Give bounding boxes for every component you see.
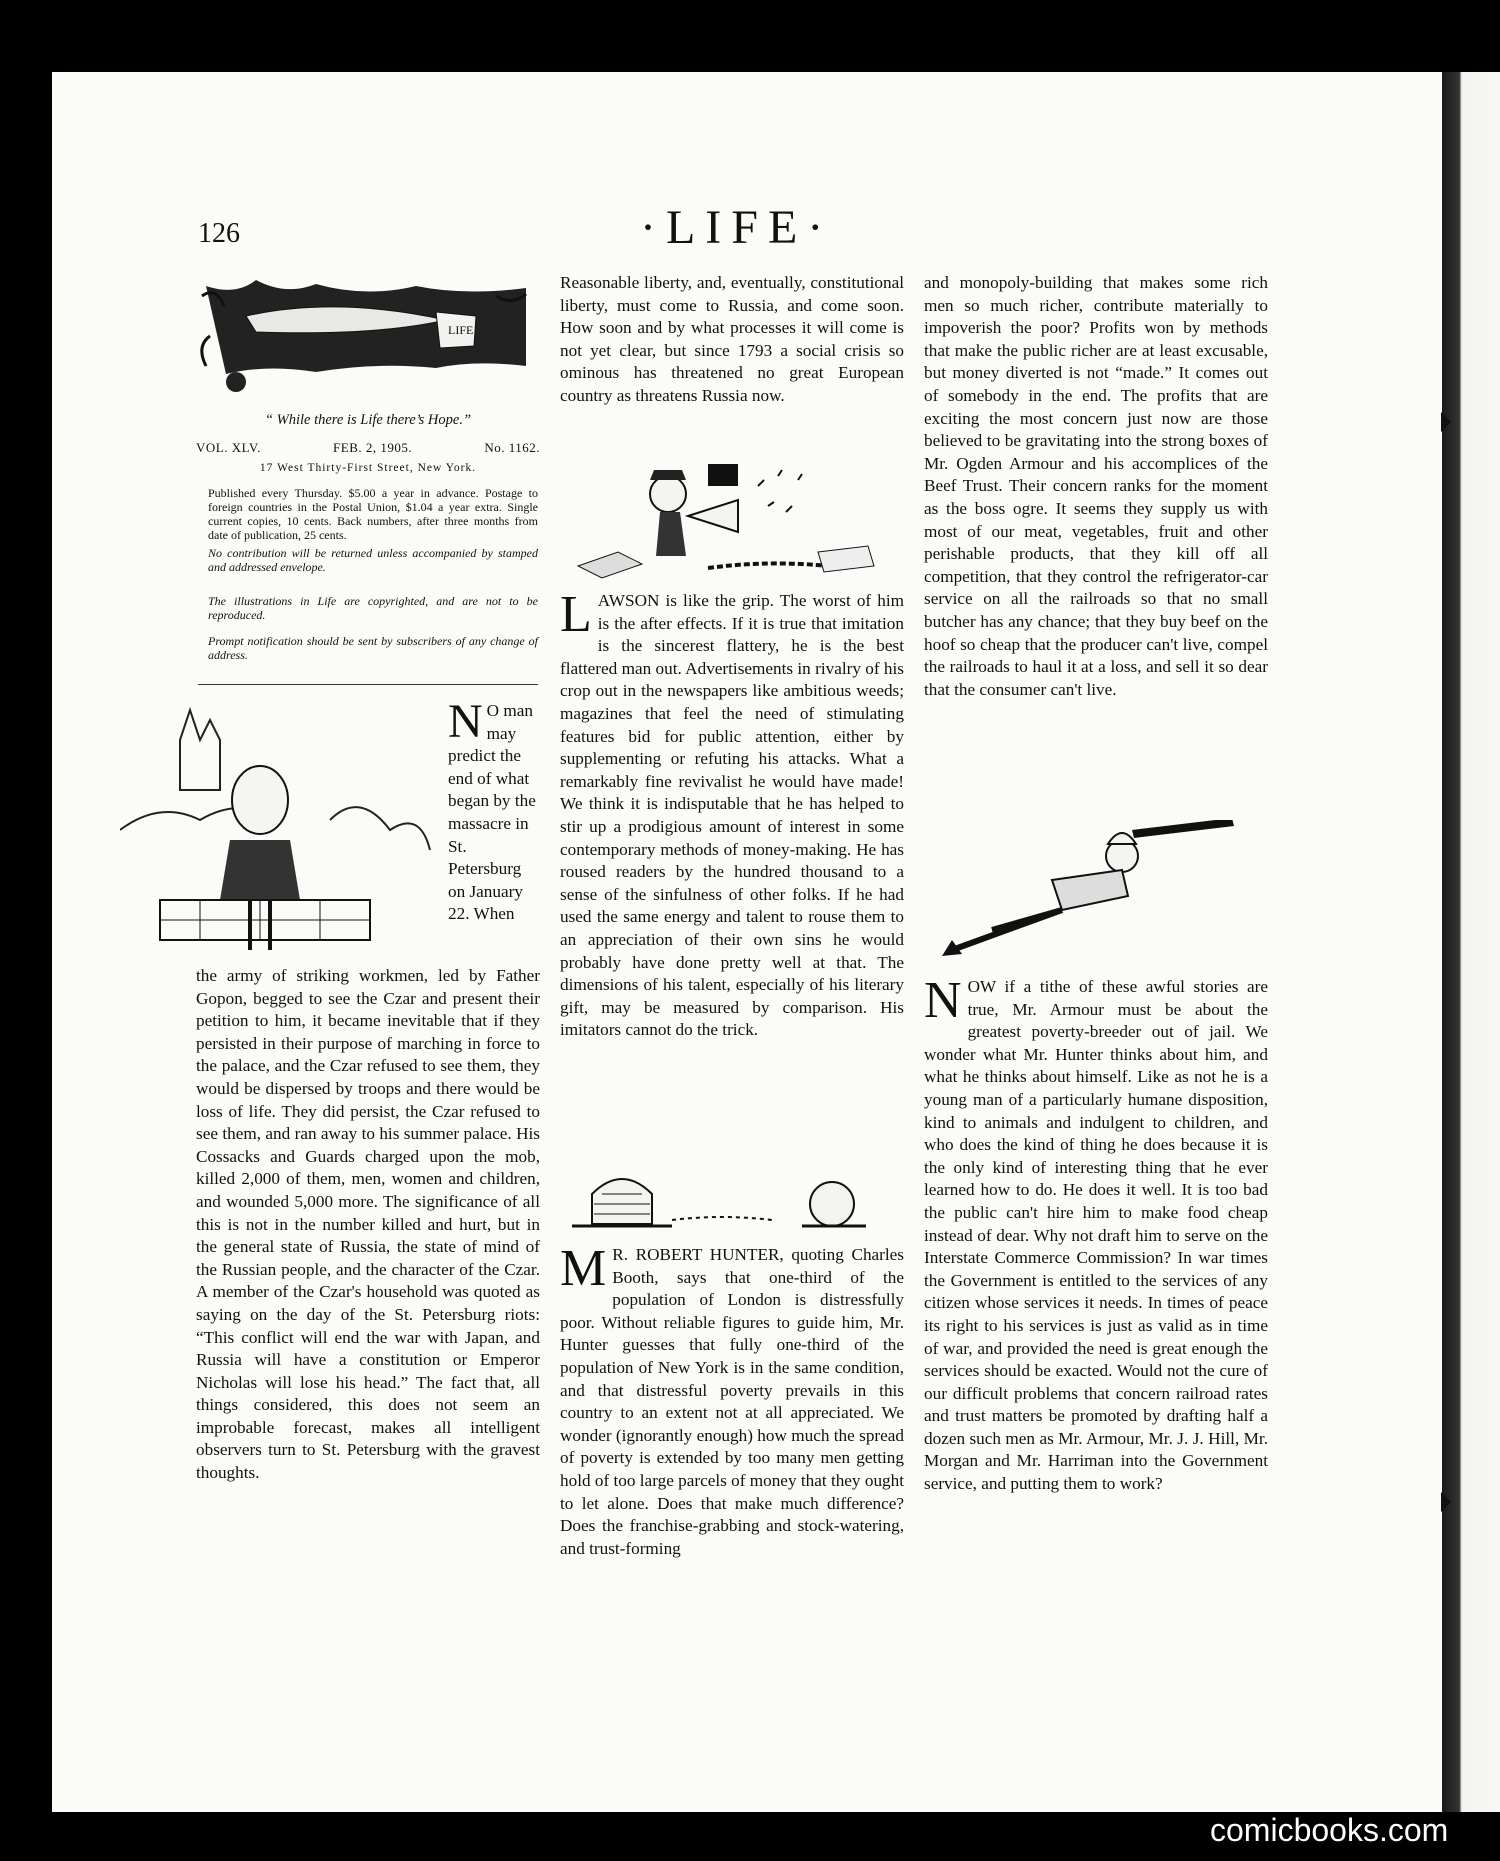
armour-article: N OW if a tithe of these awful stories are true, Mr. Armour must be about the greatest poverty-breeder out of jail. We wonder what Mr. Hunter thinks about him, and what he thinks about himself. Like as not he is a young man of a particularly humane disposition, kind to animals and indulgent to children, and who does the kind of thing he does because it is the only kind of interesting thing that he ever learned how to do. He does it well. It is too bad the public can't hire him to make food cheap instead of dear. Why not draft him to serve on the Interstate Commerce Commission? In war times the Government is entitled to the services of any citizen whose services it needs. In times of peace its right to his services is just as valid as in time of war, and provided the need is great enough the services should be exacted. Would not the cure of our difficult problems that concern railroad rates and trust matters be promoted by drafting half a dozen such men as Mr. Armour, Mr. J. J. Hill, Mr. Morgan and Mr. Harriman into the Government service, and putting them to work? bbox=[924, 972, 1268, 1494]
subscription-notice: Published every Thursday. $5.00 a year in advance. Postage to foreign countries in the Postal Union, $1.04 a year extra. Single current copies, 10 cents. Back numbers, after three months from date of publication, 25 cents. bbox=[208, 486, 538, 542]
copyright-notice: The illustrations in Life are copyrighted, and are not to be reproduced. bbox=[208, 594, 538, 622]
czar-article-intro: N O man may predict the end of what began by the massacre in St. Petersburg on January 22. When bbox=[448, 695, 536, 924]
czar-article-body: the army of striking workmen, led by Father Gopon, begged to see the Czar and present their petition to him, it became inevitable that if they persisted in their purpose of marching in force to the palace, and the Czar refused to see them, they would be dispersed by troops and there would be loss of life. They did persist, the Czar refused to see them, and ran away to his summer palace. His Cossacks and Guards charged upon the mob, killed 2,000 of them, men, women and children, and wounded 5,000 more. The significance of all this is not in the number killed and hurt, but in the general state of Russia, the state of mind of the Russian people, and the character of the Czar. A member of the Czar's household was quoted as saying on the day of the St. Petersburg riots: “This conflict will end the war with Japan, and Russia will have a constitution or Emperor Nicholas will lose his head.” The fact that, all things considered, this does not seem an improbable forecast, makes all intelligent observers turn to St. Petersburg with the gravest thoughts. bbox=[196, 966, 540, 1483]
binding-marks bbox=[1441, 72, 1453, 1812]
publisher-address: 17 West Thirty-First Street, New York. bbox=[259, 462, 477, 474]
address-notice: Prompt notification should be sent by subscribers of any change of address. bbox=[208, 634, 538, 662]
masthead-illustration bbox=[196, 276, 536, 400]
dropcap: N bbox=[924, 972, 962, 1029]
czar-article-continuation: Reasonable liberty, and, eventually, constitutional liberty, must come to Russia, and come soon. How soon and by what processes it will come is not yet clear, but since 1793 a social crisis so ominous has threatened no great European country as threatens Russia now. bbox=[560, 273, 904, 405]
humpty-czar-illustration bbox=[120, 700, 440, 962]
logo-text: LIFE bbox=[448, 323, 474, 337]
page-number: 126 bbox=[198, 218, 240, 249]
column-two bbox=[560, 272, 904, 408]
volume: VOL. XLV. bbox=[196, 440, 261, 455]
divider bbox=[198, 684, 538, 685]
lawson-article: L AWSON is like the grip. The worst of him is the after effects. If it is true that imitation is the sincerest flattery, he is the best flattered man out. Advertisements in rivalry of his crop out in the newspapers like ambitious weeds; magazines that feel the need of stimulating features bid for public attention, either by supplementing or refuting his attacks. What a remarkably fine revivalist he would have made! We think it is indisputable that he has helped to stir up a prodigious amount of interest in some contemporary methods of money-making. He has roused readers by the hundred thousand to a sense of the sinfulness of other folks. If he had used the same energy and talent to rouse them to an appreciation of their own sins he would probably have done pretty well at that. The dimensions of his talent, especially of his literary gift, may be measured by comparison. His imitators cannot do the trick. bbox=[560, 586, 904, 1040]
dropcap: L bbox=[560, 586, 592, 643]
running-officer-illustration bbox=[932, 820, 1262, 960]
hunter-article: M R. ROBERT HUNTER, quoting Charles Booth, says that one-third of the population of London is distressfully poor. Without reliable figures to guide him, Mr. Hunter guesses that fully one-third of the population of New York is in the same condition, and that distressful poverty prevails in this country to an extent not at all appreciated. We wonder (ignorantly enough) how much the spread of poverty is extended by too many men getting hold of too large parcels of money that they ought to let alone. Does that make much difference? Does the franchise-grabbing and stock-watering, and trust-forming bbox=[560, 1240, 904, 1558]
issue-number: No. 1162. bbox=[484, 440, 540, 455]
contribution-notice: No contribution will be returned unless accompanied by stamped and addressed envelope. bbox=[208, 546, 538, 574]
page-title: ·LIFE· bbox=[640, 201, 834, 254]
beehive-illustration bbox=[572, 1164, 888, 1234]
masthead-motto: “ While there is Life there’s Hope.” bbox=[264, 412, 472, 428]
hunter-article-continuation: and monopoly-building that makes some rich men so much richer, contribute materially to impoverish the poor? Profits won by methods that make the public richer are at least excusable, but money diverted is not “made.” It comes out of somebody in the end. The profits that are exciting the most concern just now are those believed to be gravitating into the strong boxes of Mr. Ogden Armour and his accomplices of the Beef Trust. Their concern ranks for the moment as the boss ogre. It seems they supply us with most of our meat, vegetables, fruit and other perishable products, that they kill off all competition, that they control the refrigerator-car service on all the railroads so that no small butcher has any chance; that they buy beef on the hoof so cheap that the producer can't live, compel the railroads to haul it at a loss, and sell it so dear that the consumer can't live. bbox=[924, 273, 1268, 699]
dropcap: N bbox=[448, 695, 483, 748]
watermark: comicbooks.com bbox=[1210, 1812, 1449, 1848]
volume-line bbox=[196, 440, 540, 456]
lawson-megaphone-illustration bbox=[568, 456, 888, 584]
dropcap: M bbox=[560, 1240, 607, 1297]
issue-date: FEB. 2, 1905. bbox=[333, 440, 413, 455]
